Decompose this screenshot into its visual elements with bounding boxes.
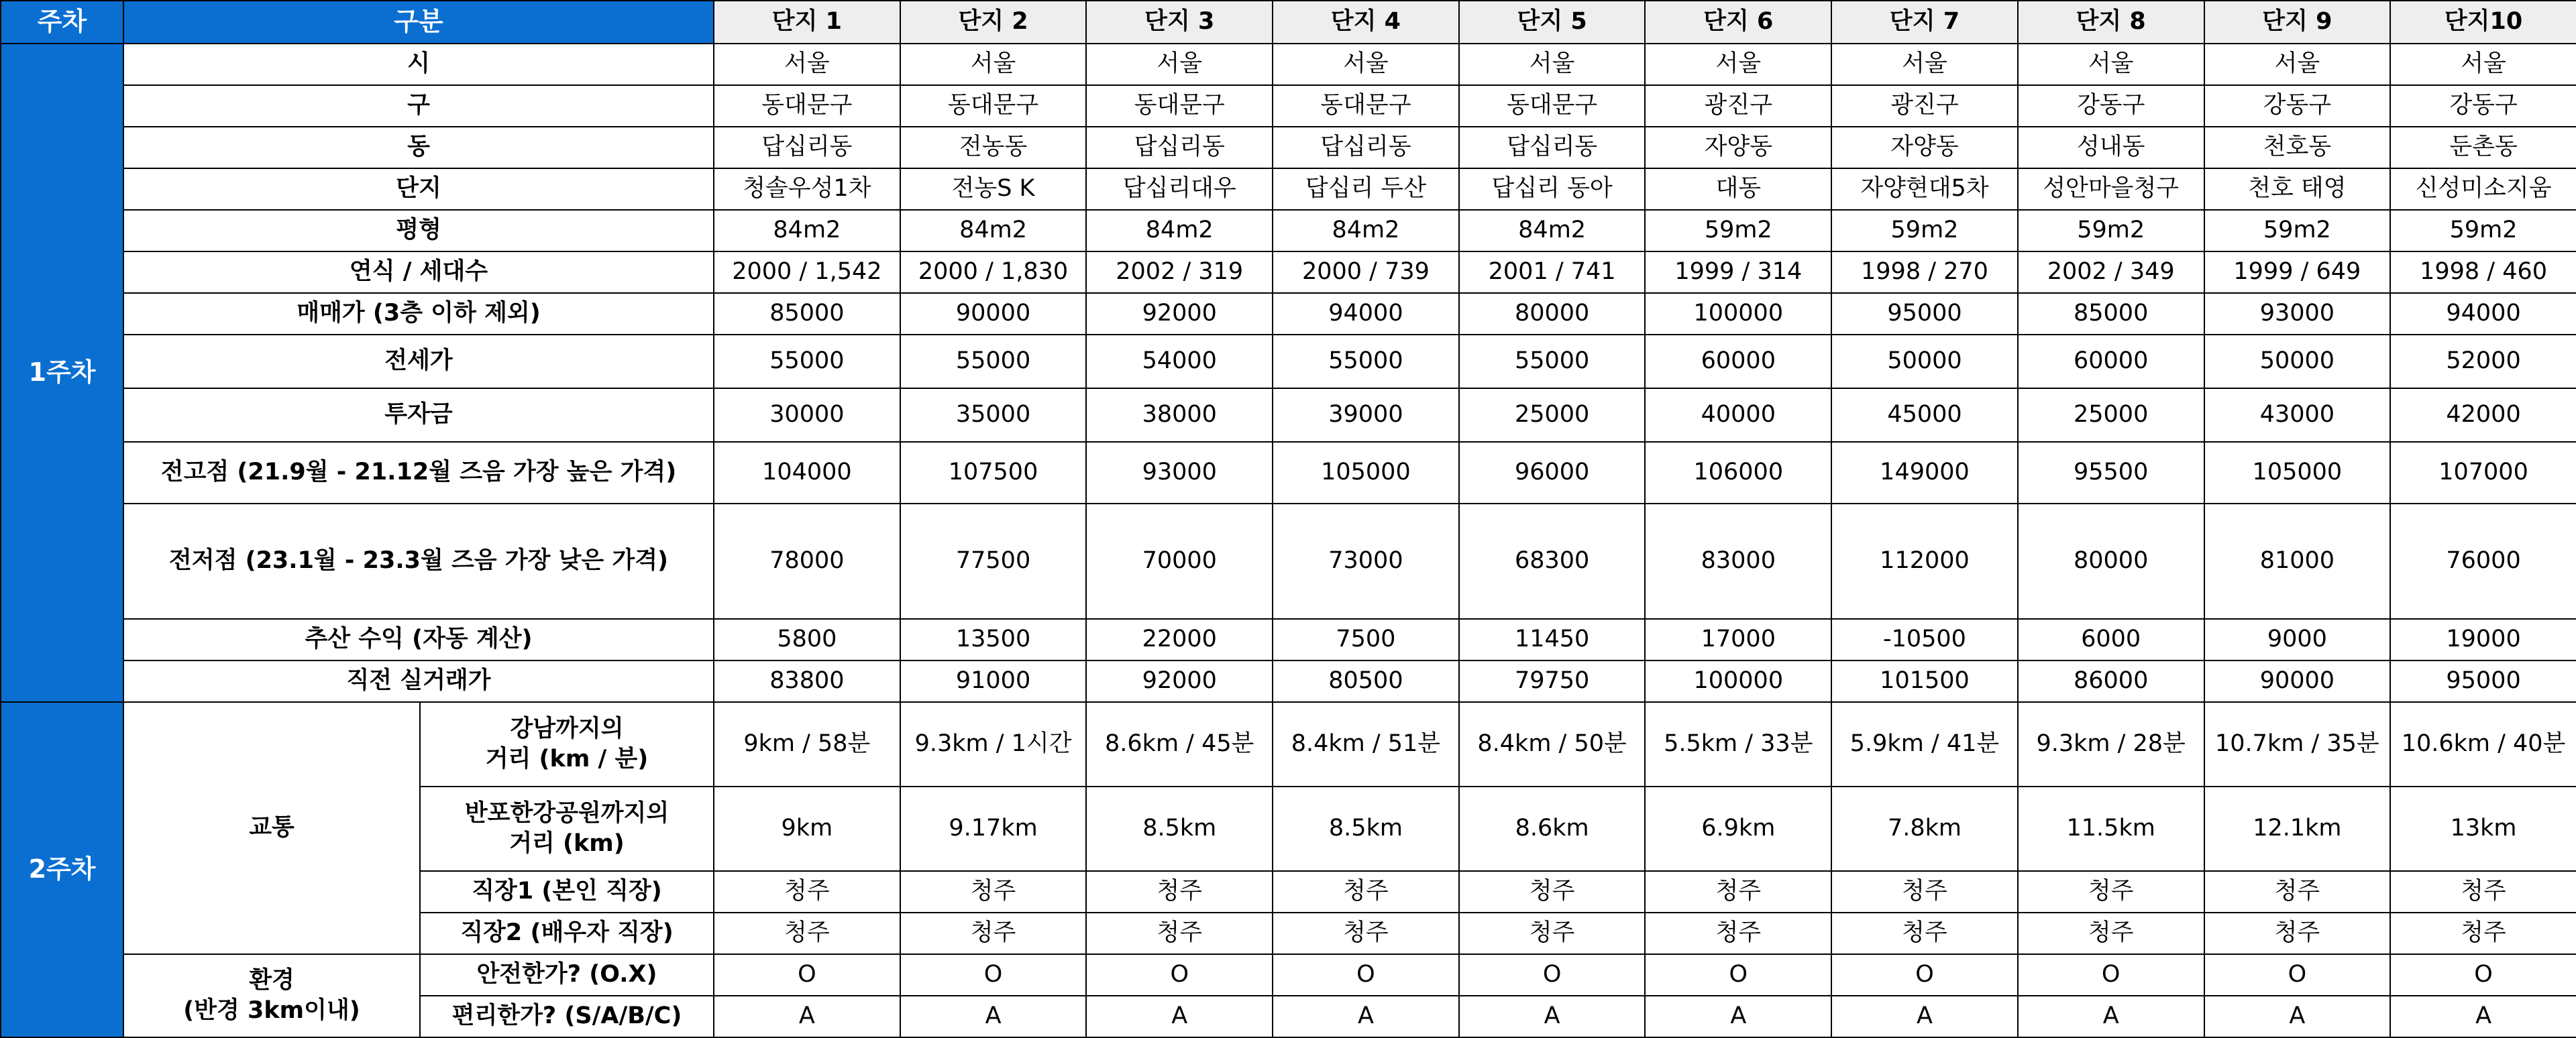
table-cell: 17000 <box>1645 619 1831 660</box>
table-cell: 서울 <box>900 44 1087 85</box>
table-cell: 9.3km / 1시간 <box>900 702 1087 787</box>
table-cell: 청주 <box>1086 913 1273 954</box>
table-cell: 107500 <box>900 442 1087 504</box>
table-cell: 106000 <box>1645 442 1831 504</box>
table-cell: 8.6km <box>1459 787 1646 871</box>
table-cell: 청솔우성1차 <box>714 168 900 210</box>
category-header: 구분 <box>123 1 714 44</box>
traffic-group-label: 교통 <box>123 702 420 954</box>
week2-label: 2주차 <box>1 702 123 1037</box>
week-header: 주차 <box>1 1 123 44</box>
table-cell: 8.5km <box>1273 787 1459 871</box>
table-cell: 청주 <box>1273 913 1459 954</box>
table-cell: O <box>1831 954 2018 996</box>
table-cell: 22000 <box>1086 619 1273 660</box>
table-cell: 답십리동 <box>1273 127 1459 168</box>
table-cell: 천호동 <box>2204 127 2391 168</box>
table-cell: O <box>2390 954 2576 996</box>
row-label: 편리한가? (S/A/B/C) <box>420 996 714 1037</box>
table-cell: 105000 <box>2204 442 2391 504</box>
table-cell: 100000 <box>1645 660 1831 702</box>
table-cell: 95000 <box>1831 293 2018 335</box>
row-label: 동 <box>123 127 714 168</box>
table-row <box>1 210 2576 251</box>
table-cell: A <box>1273 996 1459 1037</box>
table-cell: A <box>900 996 1087 1037</box>
table-row <box>1 660 2576 702</box>
table-cell: 25000 <box>1459 388 1646 442</box>
table-cell: 9km <box>714 787 900 871</box>
table-cell: 성내동 <box>2018 127 2204 168</box>
table-cell: 9km / 58분 <box>714 702 900 787</box>
header-row <box>1 1 2576 44</box>
table-cell: O <box>1273 954 1459 996</box>
table-cell: A <box>2390 996 2576 1037</box>
table-cell: 54000 <box>1086 335 1273 388</box>
table-cell: 85000 <box>714 293 900 335</box>
table-cell: 38000 <box>1086 388 1273 442</box>
table-cell: 청주 <box>1831 913 2018 954</box>
table-cell: 55000 <box>714 335 900 388</box>
table-cell: 전농S K <box>900 168 1087 210</box>
table-cell: 7500 <box>1273 619 1459 660</box>
table-cell: 청주 <box>2204 871 2391 913</box>
row-label-line1: 반포한강공원까지의 <box>464 799 669 827</box>
row-label-line2: 거리 (km / 분) <box>485 746 649 772</box>
complex-header: 단지10 <box>2390 1 2576 44</box>
table-cell: 광진구 <box>1831 85 2018 127</box>
table-cell: 서울 <box>1086 44 1273 85</box>
table-cell: 동대문구 <box>1273 85 1459 127</box>
row-label: 직장2 (배우자 직장) <box>420 913 714 954</box>
table-cell: 청주 <box>2204 913 2391 954</box>
table-cell: 83000 <box>1645 504 1831 619</box>
table-cell: O <box>714 954 900 996</box>
table-cell: 2002 / 319 <box>1086 251 1273 293</box>
table-cell: 7.8km <box>1831 787 2018 871</box>
table-cell: 청주 <box>1459 871 1646 913</box>
complex-header: 단지 7 <box>1831 1 2018 44</box>
environment-group-label-line2: (반경 3km이내) <box>183 997 360 1024</box>
table-cell: 1998 / 270 <box>1831 251 2018 293</box>
table-row <box>1 293 2576 335</box>
table-cell: 답십리동 <box>1459 127 1646 168</box>
row-label <box>420 787 714 871</box>
row-label: 시 <box>123 44 714 85</box>
table-cell: 59m2 <box>1645 210 1831 251</box>
table-cell: 대동 <box>1645 168 1831 210</box>
table-cell: 서울 <box>1645 44 1831 85</box>
table-cell: O <box>1086 954 1273 996</box>
table-row <box>1 619 2576 660</box>
table-cell: 60000 <box>1645 335 1831 388</box>
row-label: 전고점 (21.9월 - 21.12월 즈음 가장 높은 가격) <box>123 442 714 504</box>
table-row <box>1 442 2576 504</box>
table-cell: 강동구 <box>2204 85 2391 127</box>
table-cell: -10500 <box>1831 619 2018 660</box>
table-cell: 100000 <box>1645 293 1831 335</box>
table-cell: 5.5km / 33분 <box>1645 702 1831 787</box>
table-cell: 50000 <box>2204 335 2391 388</box>
complex-header: 단지 4 <box>1273 1 1459 44</box>
table-cell: 55000 <box>1273 335 1459 388</box>
table-cell: O <box>2018 954 2204 996</box>
complex-header: 단지 1 <box>714 1 900 44</box>
table-cell: 85000 <box>2018 293 2204 335</box>
table-cell: 86000 <box>2018 660 2204 702</box>
table-cell: 78000 <box>714 504 900 619</box>
table-cell: 9000 <box>2204 619 2391 660</box>
table-cell: 92000 <box>1086 293 1273 335</box>
table-cell: 59m2 <box>1831 210 2018 251</box>
table-cell: 11450 <box>1459 619 1646 660</box>
table-cell: 30000 <box>714 388 900 442</box>
table-cell: 청주 <box>1273 871 1459 913</box>
row-label: 구 <box>123 85 714 127</box>
table-cell: 6000 <box>2018 619 2204 660</box>
table-row <box>1 44 2576 85</box>
table-cell: 5800 <box>714 619 900 660</box>
complex-header: 단지 5 <box>1459 1 1646 44</box>
row-label: 연식 / 세대수 <box>123 251 714 293</box>
table-cell: 2001 / 741 <box>1459 251 1646 293</box>
table-cell: 광진구 <box>1645 85 1831 127</box>
complex-header: 단지 8 <box>2018 1 2204 44</box>
table-cell: 8.4km / 50분 <box>1459 702 1646 787</box>
complex-header: 단지 2 <box>900 1 1087 44</box>
table-cell: 70000 <box>1086 504 1273 619</box>
table-cell: 서울 <box>2390 44 2576 85</box>
table-cell: 55000 <box>1459 335 1646 388</box>
table-cell: 13500 <box>900 619 1087 660</box>
table-cell: 전농동 <box>900 127 1087 168</box>
table-cell: 94000 <box>1273 293 1459 335</box>
table-cell: A <box>2204 996 2391 1037</box>
table-cell: 서울 <box>714 44 900 85</box>
table-cell: 95000 <box>2390 660 2576 702</box>
table-cell: 40000 <box>1645 388 1831 442</box>
table-cell: 답십리동 <box>714 127 900 168</box>
table-cell: 55000 <box>900 335 1087 388</box>
table-cell: 13km <box>2390 787 2576 871</box>
table-cell: 96000 <box>1459 442 1646 504</box>
table-cell: 청주 <box>1086 871 1273 913</box>
table-cell: 청주 <box>900 871 1087 913</box>
table-cell: 청주 <box>2390 871 2576 913</box>
table-cell: 답십리 동아 <box>1459 168 1646 210</box>
table-cell: O <box>1459 954 1646 996</box>
table-cell: 107000 <box>2390 442 2576 504</box>
table-cell: 73000 <box>1273 504 1459 619</box>
table-cell: 19000 <box>2390 619 2576 660</box>
table-cell: 답십리 두산 <box>1273 168 1459 210</box>
week1-label: 1주차 <box>1 44 123 702</box>
table-cell: 청주 <box>1831 871 2018 913</box>
table-cell: 35000 <box>900 388 1087 442</box>
table-cell: 59m2 <box>2018 210 2204 251</box>
table-cell: 동대문구 <box>714 85 900 127</box>
table-cell: 90000 <box>2204 660 2391 702</box>
table-cell: 청주 <box>1645 871 1831 913</box>
environment-group-label <box>123 954 420 1037</box>
table-cell: 76000 <box>2390 504 2576 619</box>
environment-group-label-line1: 환경 <box>249 966 294 994</box>
table-cell: 84m2 <box>900 210 1087 251</box>
table-cell: 청주 <box>2018 871 2204 913</box>
table-cell: 동대문구 <box>900 85 1087 127</box>
table-cell: O <box>2204 954 2391 996</box>
table-cell: 79750 <box>1459 660 1646 702</box>
row-label: 평형 <box>123 210 714 251</box>
table-cell: A <box>1459 996 1646 1037</box>
table-cell: 9.3km / 28분 <box>2018 702 2204 787</box>
table-cell: 10.6km / 40분 <box>2390 702 2576 787</box>
table-cell: 91000 <box>900 660 1087 702</box>
row-label: 추산 수익 (자동 계산) <box>123 619 714 660</box>
table-cell: 청주 <box>2018 913 2204 954</box>
row-label: 전세가 <box>123 335 714 388</box>
table-cell: 답십리동 <box>1086 127 1273 168</box>
row-label <box>420 702 714 787</box>
table-cell: A <box>1831 996 2018 1037</box>
table-cell: 43000 <box>2204 388 2391 442</box>
complex-header: 단지 6 <box>1645 1 1831 44</box>
complex-header: 단지 3 <box>1086 1 1273 44</box>
table-row <box>1 335 2576 388</box>
table-row <box>1 251 2576 293</box>
table-cell: 94000 <box>2390 293 2576 335</box>
table-cell: 서울 <box>1831 44 2018 85</box>
table-cell: 81000 <box>2204 504 2391 619</box>
table-row <box>1 85 2576 127</box>
table-cell: 2000 / 739 <box>1273 251 1459 293</box>
table-cell: 서울 <box>1459 44 1646 85</box>
table-cell: 답십리대우 <box>1086 168 1273 210</box>
table-cell: 68300 <box>1459 504 1646 619</box>
table-cell: 청주 <box>1459 913 1646 954</box>
table-cell: 42000 <box>2390 388 2576 442</box>
table-cell: 청주 <box>1645 913 1831 954</box>
table-cell: 강동구 <box>2390 85 2576 127</box>
table-cell: 149000 <box>1831 442 2018 504</box>
table-cell: 서울 <box>2018 44 2204 85</box>
table-cell: O <box>900 954 1087 996</box>
table-cell: 101500 <box>1831 660 2018 702</box>
table-cell: 50000 <box>1831 335 2018 388</box>
table-cell: 84m2 <box>714 210 900 251</box>
table-cell: 천호 태영 <box>2204 168 2391 210</box>
table-cell: 77500 <box>900 504 1087 619</box>
row-label-line1: 강남까지의 <box>510 715 624 742</box>
table-cell: 9.17km <box>900 787 1087 871</box>
table-cell: 92000 <box>1086 660 1273 702</box>
row-label: 단지 <box>123 168 714 210</box>
table-cell: 청주 <box>2390 913 2576 954</box>
table-row <box>1 388 2576 442</box>
table-cell: 84m2 <box>1086 210 1273 251</box>
table-cell: 청주 <box>714 913 900 954</box>
row-label: 안전한가? (O.X) <box>420 954 714 996</box>
row-label: 전저점 (23.1월 - 23.3월 즈음 가장 낮은 가격) <box>123 504 714 619</box>
table-cell: 2000 / 1,542 <box>714 251 900 293</box>
table-cell: 1999 / 314 <box>1645 251 1831 293</box>
table-cell: A <box>1086 996 1273 1037</box>
table-cell: 12.1km <box>2204 787 2391 871</box>
table-cell: 둔촌동 <box>2390 127 2576 168</box>
table-cell: A <box>714 996 900 1037</box>
table-cell: 112000 <box>1831 504 2018 619</box>
table-cell: 2002 / 349 <box>2018 251 2204 293</box>
table-cell: 93000 <box>1086 442 1273 504</box>
table-cell: 자양동 <box>1831 127 2018 168</box>
table-cell: 84m2 <box>1273 210 1459 251</box>
table-cell: 신성미소지움 <box>2390 168 2576 210</box>
table-cell: 성안마을청구 <box>2018 168 2204 210</box>
table-cell: 자양현대5차 <box>1831 168 2018 210</box>
table-cell: 25000 <box>2018 388 2204 442</box>
table-cell: O <box>1645 954 1831 996</box>
table-cell: 서울 <box>1273 44 1459 85</box>
table-cell: A <box>1645 996 1831 1037</box>
table-cell: 자양동 <box>1645 127 1831 168</box>
table-cell: 8.4km / 51분 <box>1273 702 1459 787</box>
row-label: 투자금 <box>123 388 714 442</box>
table-cell: 80000 <box>1459 293 1646 335</box>
table-cell: 90000 <box>900 293 1087 335</box>
table-cell: 5.9km / 41분 <box>1831 702 2018 787</box>
table-cell: 강동구 <box>2018 85 2204 127</box>
table-row <box>1 702 2576 787</box>
table-cell: 청주 <box>714 871 900 913</box>
table-cell: 83800 <box>714 660 900 702</box>
table-cell: 서울 <box>2204 44 2391 85</box>
table-cell: 59m2 <box>2390 210 2576 251</box>
table-cell: 1998 / 460 <box>2390 251 2576 293</box>
table-cell: 11.5km <box>2018 787 2204 871</box>
row-label: 직장1 (본인 직장) <box>420 871 714 913</box>
table-cell: 60000 <box>2018 335 2204 388</box>
table-cell: 93000 <box>2204 293 2391 335</box>
complex-header: 단지 9 <box>2204 1 2391 44</box>
table-cell: 45000 <box>1831 388 2018 442</box>
table-cell: 2000 / 1,830 <box>900 251 1087 293</box>
table-cell: 10.7km / 35분 <box>2204 702 2391 787</box>
table-cell: 39000 <box>1273 388 1459 442</box>
table-cell: 8.5km <box>1086 787 1273 871</box>
table-cell: 105000 <box>1273 442 1459 504</box>
table-cell: 84m2 <box>1459 210 1646 251</box>
table-cell: 80000 <box>2018 504 2204 619</box>
table-row <box>1 168 2576 210</box>
table-cell: 동대문구 <box>1459 85 1646 127</box>
table-cell: A <box>2018 996 2204 1037</box>
table-cell: 80500 <box>1273 660 1459 702</box>
table-row <box>1 954 2576 996</box>
table-cell: 59m2 <box>2204 210 2391 251</box>
table-cell: 52000 <box>2390 335 2576 388</box>
table-cell: 95500 <box>2018 442 2204 504</box>
table-cell: 6.9km <box>1645 787 1831 871</box>
row-label: 직전 실거래가 <box>123 660 714 702</box>
table-row <box>1 504 2576 619</box>
row-label: 매매가 (3층 이하 제외) <box>123 293 714 335</box>
table-cell: 104000 <box>714 442 900 504</box>
row-label-line2: 거리 (km) <box>509 830 625 857</box>
table-cell: 8.6km / 45분 <box>1086 702 1273 787</box>
table-row <box>1 127 2576 168</box>
table-cell: 1999 / 649 <box>2204 251 2391 293</box>
table-cell: 동대문구 <box>1086 85 1273 127</box>
table-cell: 청주 <box>900 913 1087 954</box>
